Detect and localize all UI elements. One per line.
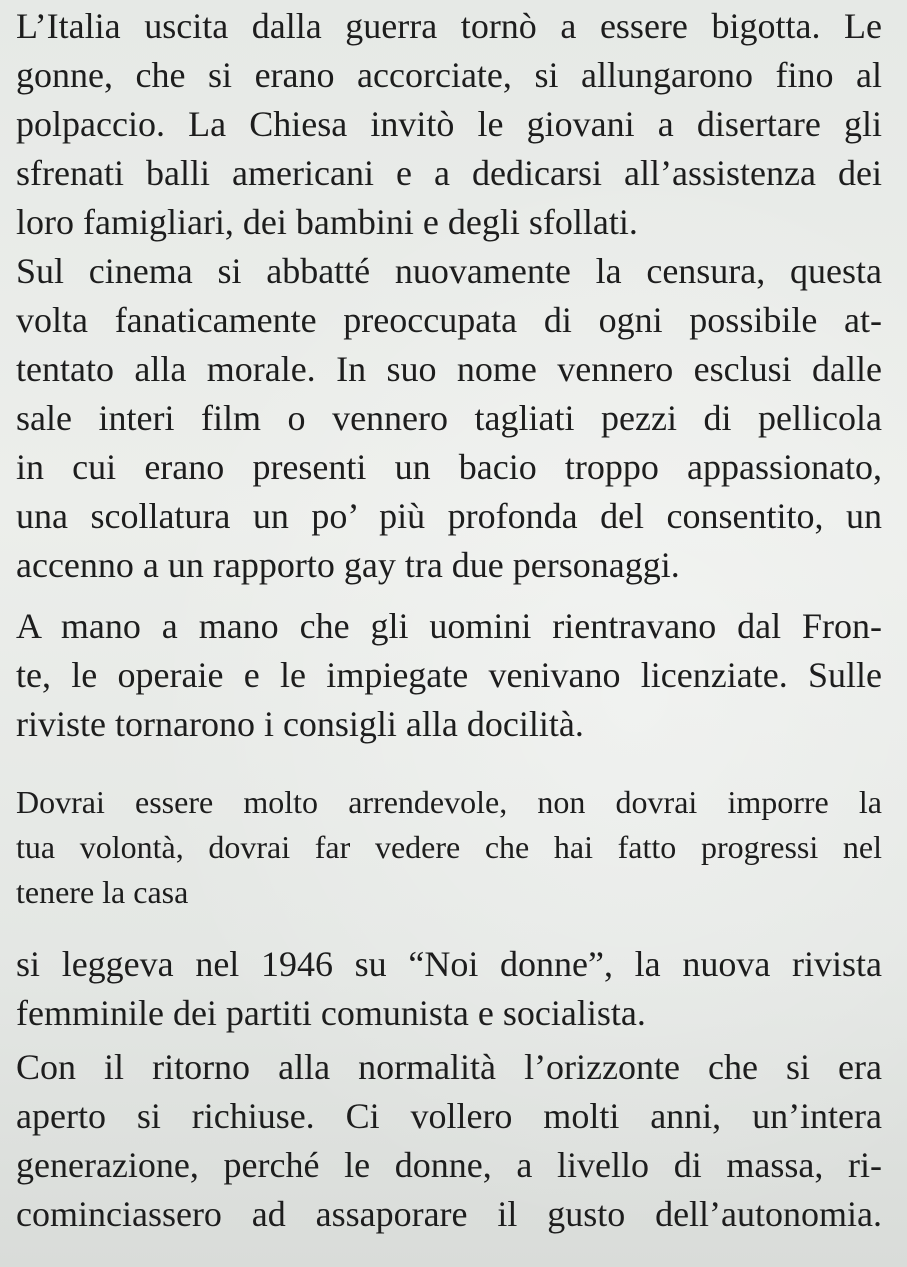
text-line: L’Italia uscita dalla guerra tornò a essere bigotta. Le xyxy=(16,6,882,46)
text-line: te, le operaie e le impiegate venivano licenziate. Sulle xyxy=(16,655,882,695)
text-line: in cui erano presenti un bacio troppo appassionato, xyxy=(16,447,882,487)
text-line: volta fanaticamente preoccupata di ogni possibile at- xyxy=(16,300,882,340)
text-line: tenere la casa xyxy=(16,874,189,910)
text-line: cominciassero ad assaporare il gusto dell’autonomia. xyxy=(16,1194,882,1234)
text-line: femminile dei partiti comunista e socialista. xyxy=(16,993,646,1033)
text-line: Con il ritorno alla normalità l’orizzonte che si era xyxy=(16,1047,882,1087)
text-line: Dovrai essere molto arrendevole, non dovrai imporre la xyxy=(16,784,882,820)
text-line: generazione, perché le donne, a livello di massa, ri- xyxy=(16,1145,882,1185)
text-line: si leggeva nel 1946 su “Noi donne”, la nuova rivista xyxy=(16,944,882,984)
text-line: loro famigliari, dei bambini e degli sfollati. xyxy=(16,202,638,242)
text-line: sfrenati balli americani e a dedicarsi all’assistenza dei xyxy=(16,153,882,193)
paragraph-workers-dismissed xyxy=(16,602,882,749)
text-line: sale interi film o vennero tagliati pezzi di pellicola xyxy=(16,398,882,438)
text-line: accenno a un rapporto gay tra due personaggi. xyxy=(16,545,680,585)
text-line: A mano a mano che gli uomini rientravano dal Fron- xyxy=(16,606,882,646)
text-line: riviste tornarono i consigli alla docilità. xyxy=(16,704,584,744)
text-line: tua volontà, dovrai far vedere che hai fatto progressi nel xyxy=(16,829,882,865)
paragraph-postwar-bigotry xyxy=(16,2,882,247)
paragraph-return-to-normality xyxy=(16,1043,882,1239)
block-quote xyxy=(16,780,882,915)
paragraph-noi-donne xyxy=(16,940,882,1038)
paragraph-cinema-censorship xyxy=(16,247,882,590)
text-line: tentato alla morale. In suo nome vennero esclusi dalle xyxy=(16,349,882,389)
text-line: una scollatura un po’ più profonda del consentito, un xyxy=(16,496,882,536)
text-line: polpaccio. La Chiesa invitò le giovani a disertare gli xyxy=(16,104,882,144)
text-line: aperto si richiuse. Ci vollero molti anni, un’intera xyxy=(16,1096,882,1136)
text-line: Sul cinema si abbatté nuovamente la censura, questa xyxy=(16,251,882,291)
text-line: gonne, che si erano accorciate, si allungarono fino al xyxy=(16,55,882,95)
